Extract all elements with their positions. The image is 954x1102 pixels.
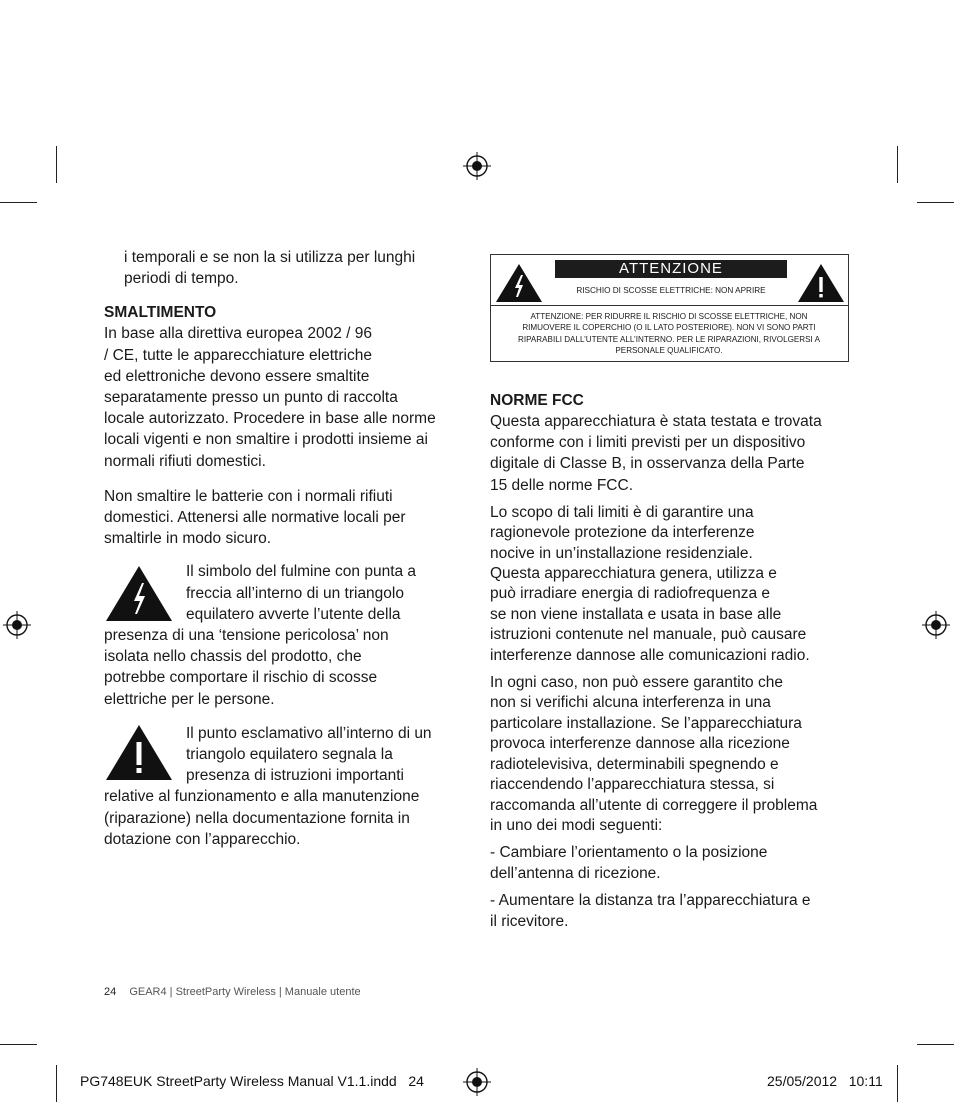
attention-box bbox=[490, 254, 849, 362]
crop-mark bbox=[56, 146, 57, 183]
lightning-warning-block bbox=[104, 561, 466, 709]
exclamation-warning-text-cont: relative al funzionamento e alla manutenzione (riparazione) nella documentazione fornita in dotazione con l’apparecchio. bbox=[104, 788, 420, 848]
fcc-paragraph: Lo scopo di tali limiti è di garantire una ragionevole protezione da interferenze nocive in un’installazione residenziale. Questa apparecchiatura genera, utilizza e può irradiare energia di radiofrequenza e se non viene installata e usata in base alle istruzioni contenute nel manuale, può causare interferenze dannose alle comunicazioni radio. bbox=[490, 503, 810, 664]
fcc-heading: NORME FCC bbox=[490, 392, 584, 409]
exclamation-warning-block bbox=[104, 723, 466, 850]
smaltimento-heading: SMALTIMENTO bbox=[104, 304, 217, 322]
registration-mark-icon bbox=[463, 1068, 491, 1096]
exclamation-warning-icon bbox=[797, 263, 845, 303]
batterie-paragraph: Non smaltire le batterie con i normali rifiuti domestici. Attenersi alle normative locali per smaltirle in modo sicuro. bbox=[104, 487, 406, 548]
right-column bbox=[490, 390, 852, 939]
attention-title: ATTENZIONE bbox=[555, 260, 787, 278]
lightning-warning-icon bbox=[495, 263, 543, 303]
lightning-warning-text-cont: presenza di una ‘tensione pericolosa’ non isolata nello chassis del prodotto, che potrebbe comportare il rischio di scosse elettriche per le persone. bbox=[104, 627, 389, 708]
fcc-paragraph: - Cambiare l’orientamento o la posizione dell’antenna di ricezione. bbox=[490, 844, 768, 882]
crop-mark bbox=[917, 202, 954, 203]
slug-datetime: 25/05/2012 10:11 bbox=[767, 1073, 883, 1089]
fcc-paragraph: Questa apparecchiatura è stata testata e trovata conforme con i limiti previsti per un dispositivo digitale di Classe B, in osservanza della Parte 15 delle norme FCC. bbox=[490, 413, 822, 494]
crop-mark bbox=[897, 1065, 898, 1102]
slug-filename: PG748EUK StreetParty Wireless Manual V1.1.indd 24 bbox=[80, 1073, 424, 1089]
page-number: 24 bbox=[104, 986, 117, 998]
crop-mark bbox=[56, 1065, 57, 1102]
lightning-warning-icon bbox=[104, 563, 174, 623]
crop-mark bbox=[0, 1044, 37, 1045]
exclamation-warning-icon bbox=[104, 722, 174, 782]
continued-paragraph: i temporali e se non la si utilizza per lunghi periodi di tempo. bbox=[124, 249, 416, 288]
fcc-paragraph: In ogni caso, non può essere garantito che non si verifichi alcuna interferenza in una particolare installazione. Se l’apparecchiatura provoca interferenze dannose alla ricezione radiotelevisiva, determinabili spegnendo e riaccendendo l’apparecchiatura stessa, si raccomanda all’utente di correggere il problema in uno dei modi seguenti: bbox=[490, 674, 818, 834]
attention-box-header bbox=[491, 255, 848, 306]
registration-mark-icon bbox=[463, 152, 491, 180]
exclamation-warning-text: Il punto esclamativo all’interno di un triangolo equilatero segnala la presenza di istruzioni importanti bbox=[186, 724, 432, 785]
registration-mark-icon bbox=[922, 611, 950, 639]
attention-body: ATTENZIONE: PER RIDURRE IL RISCHIO DI SCOSSE ELETTRICHE, NON RIMUOVERE IL COPERCHIO (O IL LATO POSTERIORE). NON VI SONO PARTI RIPARABILI DALL’UTENTE ALL’INTERNO. PER LE RIPARAZIONI, RIVOLGERSI A PERSONALE QUALIFICATO. bbox=[518, 312, 820, 355]
left-column bbox=[104, 247, 466, 850]
crop-mark bbox=[917, 1044, 954, 1045]
smaltimento-paragraph: In base alla direttiva europea 2002 / 96 / CE, tutte le apparecchiature elettriche ed elettroniche devono essere smaltite separatamente presso un punto di raccolta locale autorizzato. Procedere in base alle norme locali vigenti e non smaltire i prodotti insieme ai normali rifiuti domestici. bbox=[104, 325, 436, 470]
registration-mark-icon bbox=[3, 611, 31, 639]
crop-mark bbox=[0, 202, 37, 203]
lightning-warning-text: Il simbolo del fulmine con punta a freccia all’interno di un triangolo equilatero avverte l’utente della bbox=[186, 563, 417, 623]
fcc-paragraph: - Aumentare la distanza tra l’apparecchiatura e il ricevitore. bbox=[490, 892, 811, 930]
page-footer bbox=[104, 986, 361, 998]
attention-subtitle: RISCHIO DI SCOSSE ELETTRICHE: NON APRIRE bbox=[576, 286, 766, 295]
crop-mark bbox=[897, 146, 898, 183]
running-title: GEAR4 | StreetParty Wireless | Manuale utente bbox=[129, 986, 361, 998]
